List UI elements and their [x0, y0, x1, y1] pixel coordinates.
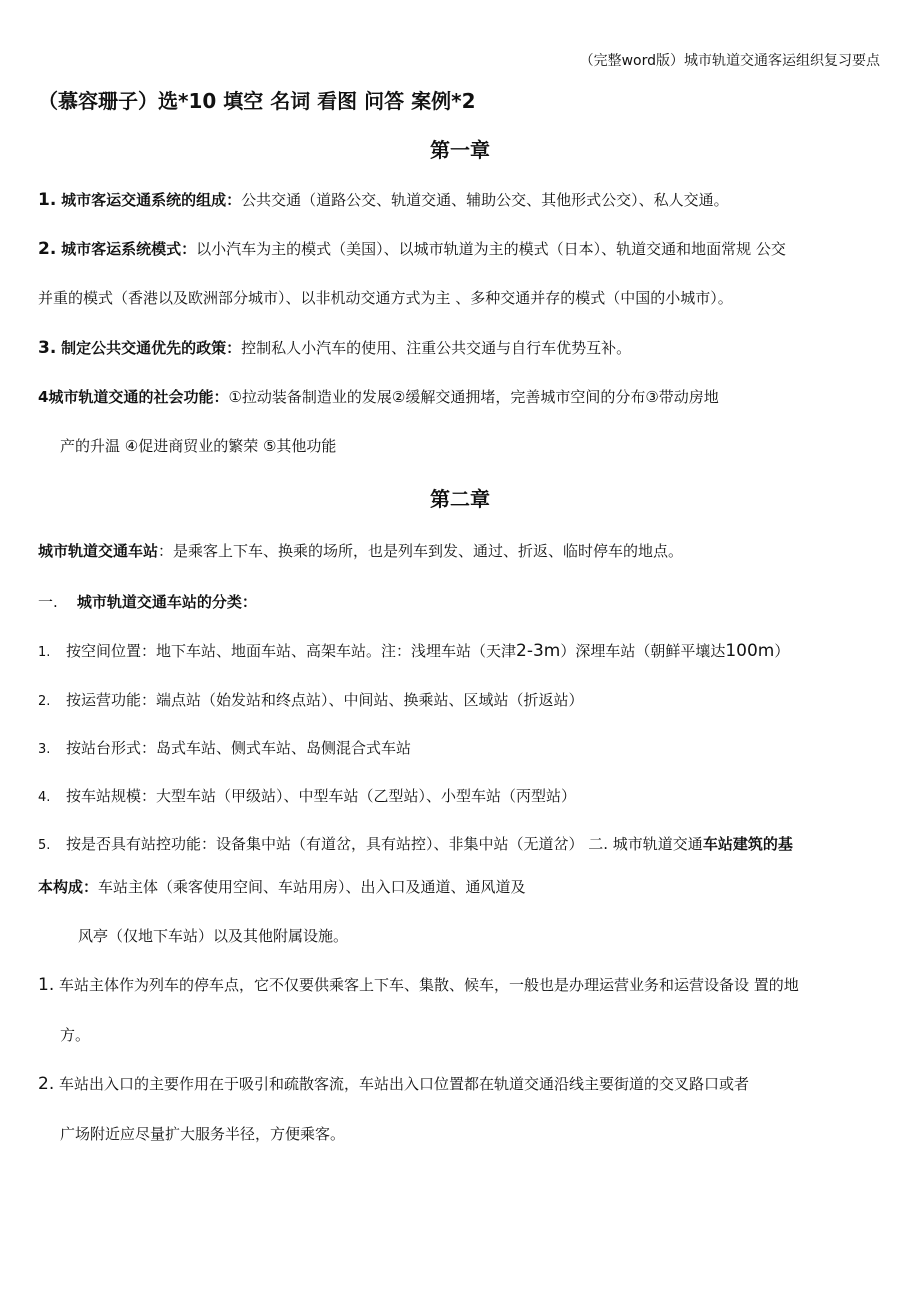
ch1-item-2-num: 2. — [38, 239, 57, 259]
ch2-definition-label: 城市轨道交通车站 — [38, 542, 159, 560]
ch2-section-1-label: 城市轨道交通车站的分类： — [76, 593, 257, 611]
ch2-section-1-num: 一. — [38, 593, 58, 611]
ch1-item-3-num: 3. — [38, 338, 57, 358]
ch2-class-1-latin-1: 2-3m — [516, 641, 561, 661]
ch2-class-4 — [38, 786, 576, 808]
ch1-item-3 — [38, 338, 631, 358]
ch2-class-2 — [38, 690, 584, 712]
ch1-item-3-text: 控制私人小汽车的使用、注重公共交通与自行车优势互补。 — [241, 339, 632, 357]
ch1-item-2-line-2: 并重的模式（香港以及欧洲部分城市）、以非机动交通方式为主 、多种交通并存的模式（中国的小城市）。 — [38, 289, 733, 307]
ch2-class-3 — [38, 738, 411, 760]
ch2-composition-label: 本构成： — [38, 878, 99, 896]
ch1-item-4-line-2: 产的升温 ④促进商贸业的繁荣 ⑤其他功能 — [60, 437, 337, 455]
ch2-class-1-post: ） — [774, 642, 790, 660]
ch2-class-1 — [38, 641, 789, 663]
ch1-item-2-label: 城市客运系统模式： — [61, 240, 197, 258]
ch2-class-4-text: 按车站规模：大型车站（甲级站）、中型车站（乙型站）、小型车站（丙型站） — [66, 787, 577, 805]
ch2-class-2-text: 按运营功能：端点站（始发站和终点站）、中间站、换乘站、区域站（折返站） — [66, 691, 584, 709]
ch2-class-1-num: 1. — [38, 645, 51, 660]
ch2-point-2-text-1: 车站出入口的主要作用在于吸引和疏散客流，车站出入口位置都在轨道交通沿线主要街道的交叉路口或者 — [59, 1075, 750, 1093]
chapter-1-title: 第一章 — [430, 138, 490, 162]
ch1-item-2-line-1 — [38, 239, 786, 259]
page-header: （完整word版）城市轨道交通客运组织复习要点 — [579, 53, 880, 69]
ch2-class-5-text: 按是否具有站控功能：设备集中站（有道岔，具有站控）、非集中站（无道岔） 二. 城市轨道交通 — [66, 835, 703, 853]
ch2-class-3-text: 按站台形式：岛式车站、侧式车站、岛侧混合式车站 — [66, 739, 412, 757]
ch2-point-1-num: 1. — [38, 975, 55, 995]
ch2-class-1-pre: 按空间位置：地下车站、地面车站、高架车站。注：浅埋车站（天津 — [66, 642, 517, 660]
ch2-definition — [38, 541, 683, 561]
ch2-class-1-latin-2: 100m — [725, 641, 775, 661]
ch2-point-2-num: 2. — [38, 1074, 55, 1094]
ch2-class-1-mid: ）深埋车站（朝鲜平壤达 — [560, 642, 726, 660]
chapter-2-title: 第二章 — [430, 487, 490, 511]
ch1-item-4-line-1 — [38, 387, 719, 407]
ch2-class-5-num: 5. — [38, 838, 51, 853]
ch2-class-3-num: 3. — [38, 742, 51, 757]
ch2-point-2-line-2: 广场附近应尽量扩大服务半径，方便乘客。 — [60, 1125, 346, 1143]
ch1-item-3-label: 制定公共交通优先的政策： — [61, 339, 242, 357]
ch1-item-4-label: 4城市轨道交通的社会功能： — [38, 388, 229, 406]
ch1-item-1 — [38, 190, 729, 210]
ch1-item-1-label: 城市客运交通系统的组成： — [61, 191, 242, 209]
ch2-definition-text: ：是乘客上下车、换乘的场所，也是列车到发、通过、折返、临时停车的地点。 — [158, 542, 684, 560]
ch2-composition-line-2: 风亭（仅地下车站）以及其他附属设施。 — [78, 927, 349, 945]
ch1-item-2-text-1: 以小汽车为主的模式（美国）、以城市轨道为主的模式（日本）、轨道交通和地面常规 公交 — [196, 240, 786, 258]
ch2-composition-text-1: 车站主体（乘客使用空间、车站用房）、出入口及通道、通风道及 — [98, 878, 526, 896]
document-title: （慕容珊子）选*10 填空 名词 看图 问答 案例*2 — [38, 89, 476, 113]
ch2-class-4-num: 4. — [38, 790, 51, 805]
ch1-item-1-text: 公共交通（道路公交、轨道交通、辅助公交、其他形式公交）、私人交通。 — [241, 191, 729, 209]
ch2-class-5-bold-tail: 车站建筑的基 — [702, 835, 793, 853]
ch2-point-1-line-1 — [38, 975, 799, 995]
ch2-class-5 — [38, 834, 793, 856]
ch1-item-1-num: 1. — [38, 190, 57, 210]
ch2-section-1-heading — [38, 592, 257, 612]
ch2-class-2-num: 2. — [38, 694, 51, 709]
ch2-point-2-line-1 — [38, 1074, 749, 1094]
ch1-item-4-text-1: ①拉动装备制造业的发展②缓解交通拥堵，完善城市空间的分布③带动房地 — [228, 388, 719, 406]
ch2-composition-line-1 — [38, 877, 526, 897]
ch2-point-1-line-2: 方。 — [60, 1026, 91, 1044]
ch2-point-1-text-1: 车站主体作为列车的停车点，它不仅要供乘客上下车、集散、候车，一般也是办理运营业务和运营设备设 置的地 — [59, 976, 799, 994]
